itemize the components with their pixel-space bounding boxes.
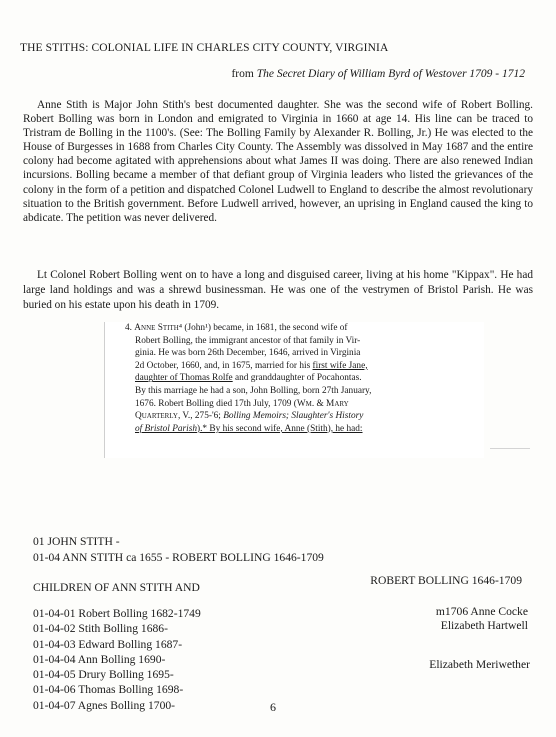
genealogy-john-stith: 01 JOHN STITH -: [33, 535, 120, 548]
clipping-text: ).* By his second wife, Anne (Stith), he had:: [197, 423, 363, 434]
source-prefix: from: [231, 68, 257, 80]
spouse-anne-cocke: m1706 Anne Cocke: [435, 605, 528, 618]
list-item: 01-04-01 Robert Bolling 1682-1749: [33, 607, 201, 620]
children-heading: CHILDREN OF ANN STITH AND: [33, 581, 200, 594]
clipping-line-4: [125, 360, 478, 373]
spouse-elizabeth-meriwether: Elizabeth Meriwether: [429, 658, 530, 671]
genealogy-ann-stith: 01-04 ANN STITH ca 1655 - ROBERT BOLLING 1646-1709: [33, 551, 324, 564]
paragraph-anne-stith: Anne Stith is Major John Stith's best documented daughter. She was the second wife of Robert Bolling. Robert Bolling was born in London and emigrated to Virginia in 1660 at age 14. His line can be traced to Tristram de Bolling in the 1100's. (See: The Bolling Family by Alexander R. Bolling, Jr.) He was elected to the House of Burgesses in 1688 from Charles City County. The Assembly was dissolved in May 1687 and the entire colony had become agitated with apprehensions about what James II was doing. There are also renewed Indian incursions. Bolling became a member of that defiant group of Virginia leaders who listed the grievances of the colony in the form of a petition and dispatched Colonel Ludwell to England to describe the almost revolutionary situation to the British government. Before Ludwell arrived, however, an uprising in England caused the king to abdicate. The petition was never delivered.: [23, 99, 533, 224]
clipping-line-3: ginia. He was born 26th December, 1646, arrived in Virginia: [135, 348, 361, 359]
underlined-text: daughter of Thomas Rolfe: [135, 373, 233, 384]
list-item: 01-04-06 Thomas Bolling 1698-: [33, 683, 184, 697]
clipping-line-1: [125, 322, 478, 335]
divider: [490, 448, 530, 449]
page-number: 6: [270, 700, 276, 714]
clipping-line-9: [125, 423, 478, 436]
clipping-text: 2d October, 1660, and, in 1675, married for his: [135, 360, 313, 371]
clipping-citation: of Bristol Parish: [135, 423, 197, 434]
spouse-heading: ROBERT BOLLING 1646-1709: [370, 574, 522, 587]
clipping-name: Anne Stith: [134, 323, 179, 333]
clipping-line-8: [125, 410, 478, 423]
clipping-citation: Bolling Memoirs; Slaughter's History: [223, 411, 364, 422]
source-citation: [20, 68, 525, 80]
clipping-text: and granddaughter of Pocahontas.: [232, 373, 362, 384]
underlined-text: first wife Jane,: [312, 360, 368, 371]
clipping-line-2: Robert Bolling, the immigrant ancestor of that family in Vir-: [135, 335, 361, 346]
clipping-line-6: By this marriage he had a son, John Bolling, born 27th January,: [135, 385, 372, 396]
clipping-text: ⁴ (John¹) became, in 1681, the second wife of: [178, 323, 348, 333]
children-list: [33, 606, 201, 713]
clipping-line-5: [125, 372, 478, 385]
clipping-text: , V., 275-'6;: [177, 411, 224, 422]
clipping-text: 4.: [125, 323, 135, 333]
list-item: 01-04-04 Ann Bolling 1690-: [33, 652, 166, 666]
paragraph-robert-bolling: Lt Colonel Robert Bolling went on to have a long and disguised career, living at his home "Kippax". He had large land holdings and was a shrewd businessman. He was one of the vestrymen of Bristol Parish. He was buried on his estate upon his death in 1709.: [23, 269, 533, 311]
spouse-elizabeth-hartwell: Elizabeth Hartwell: [440, 619, 528, 632]
pasted-clipping: [104, 322, 484, 458]
list-item: 01-04-03 Edward Bolling 1687-: [33, 637, 183, 651]
source-title: The Secret Diary of William Byrd of Westover 1709 - 1712: [256, 68, 525, 80]
clipping-line-7: [125, 398, 478, 411]
clipping-citation: Quarterly: [135, 411, 178, 422]
list-item: 01-04-05 Drury Bolling 1695-: [33, 668, 174, 682]
clipping-text: 1676. Robert Bolling died 17th July, 1709 (: [135, 398, 297, 409]
list-item: 01-04-02 Stith Bolling 1686-: [33, 622, 168, 636]
clipping-citation: Wm. & Mary: [296, 398, 349, 409]
document-title: THE STITHS: COLONIAL LIFE IN CHARLES CITY COUNTY, VIRGINIA: [20, 42, 389, 54]
list-item: 01-04-07 Agnes Bolling 1700-: [33, 698, 176, 712]
